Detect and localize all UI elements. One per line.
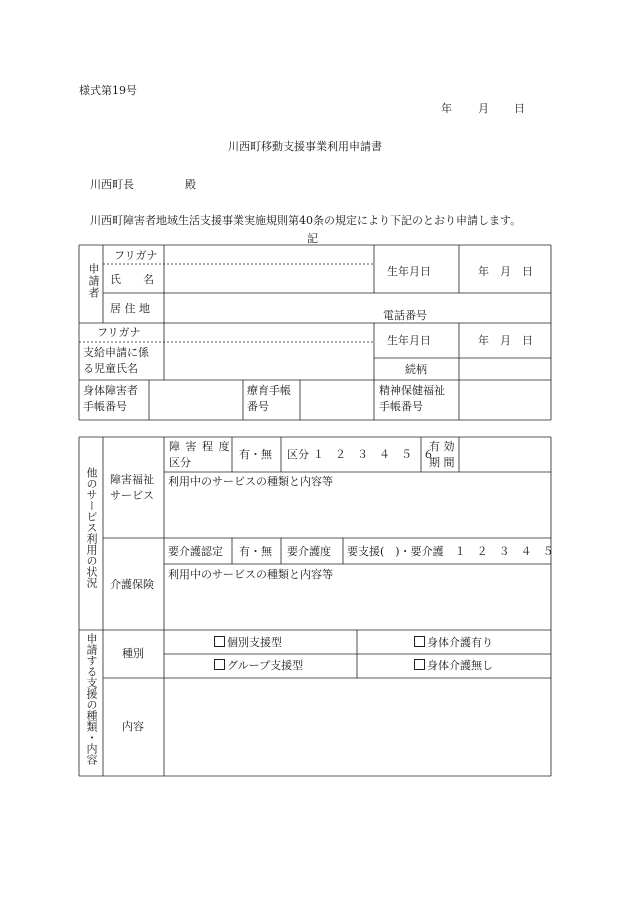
- child-name-field[interactable]: [165, 343, 373, 379]
- applicant-name-label: 氏 名: [110, 273, 154, 286]
- with-care-option[interactable]: [414, 636, 493, 650]
- child-birth-day: 日: [522, 334, 533, 347]
- disability-grade-label-line2: 区分: [169, 456, 191, 469]
- physical-handbook-label-line2: 手帳番号: [83, 400, 127, 413]
- child-birth-month: 月: [500, 334, 511, 347]
- applicant-side-label: 申請者: [87, 263, 100, 299]
- with-care-label: 身体介護有り: [427, 636, 493, 649]
- care-detail-label: 利用中のサービスの種類と内容等: [168, 568, 333, 581]
- applicant-furigana-field[interactable]: [165, 246, 373, 263]
- care-cert-label: 要介護認定: [168, 545, 223, 558]
- child-relation-label: 続柄: [405, 363, 427, 376]
- with-care-checkbox[interactable]: [414, 636, 425, 647]
- addressee: 川西町長: [90, 178, 134, 191]
- care-level-label: 要介護度: [287, 545, 331, 558]
- validity-field[interactable]: [460, 438, 550, 471]
- date-year-label: 年: [441, 102, 452, 115]
- without-care-option[interactable]: [414, 659, 493, 673]
- care-has-none-option[interactable]: 有・無: [239, 545, 272, 558]
- group-label: グループ支援型: [227, 659, 304, 672]
- group-checkbox[interactable]: [214, 659, 225, 670]
- mental-handbook-label-line1: 精神保健福祉: [379, 384, 445, 397]
- request-side-label: 申請する支援の種類・内容: [85, 633, 98, 765]
- child-birthdate-label: 生年月日: [387, 334, 431, 347]
- child-name-label-line2: る児童氏名: [83, 362, 138, 375]
- without-care-label: 身体介護無し: [427, 659, 493, 672]
- request-type-label: 種別: [122, 647, 144, 660]
- date-day-label: 日: [514, 102, 525, 115]
- individual-checkbox[interactable]: [214, 636, 225, 647]
- care-insurance-label: 介護保険: [110, 578, 154, 591]
- applicant-birthdate-label: 生年月日: [387, 265, 431, 278]
- applicant-birth-month: 月: [500, 265, 511, 278]
- date-month-label: 月: [478, 102, 489, 115]
- applicant-birth-year: 年: [478, 265, 489, 278]
- grade-category-numbers[interactable]: １ ２ ３ ４ ５ ６: [313, 448, 434, 461]
- rehab-handbook-label-line2: 番号: [247, 400, 269, 413]
- disability-grade-label-line1: 障 害 程 度: [169, 440, 231, 453]
- applicant-address-label: 居 住 地: [110, 302, 150, 315]
- rehab-handbook-field[interactable]: [301, 381, 373, 419]
- child-relation-field[interactable]: [460, 359, 550, 379]
- ki-label: 記: [307, 232, 318, 245]
- validity-label-line1: 有 効: [429, 440, 455, 453]
- individual-label: 個別支援型: [227, 636, 282, 649]
- child-birth-year: 年: [478, 334, 489, 347]
- physical-handbook-field[interactable]: [150, 381, 242, 419]
- honorific: 殿: [185, 178, 196, 191]
- form-title: 川西町移動支援事業利用申請書: [228, 140, 382, 153]
- grade-category-label: 区分: [287, 448, 309, 461]
- mental-handbook-label-line2: 手帳番号: [379, 400, 423, 413]
- intro-text: 川西町障害者地域生活支援事業実施規則第40条の規定により下記のとおり申請します。: [90, 214, 522, 227]
- request-content-field[interactable]: [165, 679, 550, 775]
- child-furigana-label: フリガナ: [97, 326, 141, 339]
- support-level-options[interactable]: 要支援( )・要介護 １ ２ ３ ４ ５: [347, 545, 554, 558]
- applicant-phone-field[interactable]: [430, 306, 550, 322]
- applicant-phone-label: 電話番号: [383, 309, 427, 322]
- applicant-birth-day: 日: [522, 265, 533, 278]
- services-side-label: 他のサービス利用の状況: [85, 467, 98, 588]
- individual-support-option[interactable]: [214, 636, 282, 650]
- care-detail-field[interactable]: [165, 582, 550, 629]
- physical-handbook-label-line1: 身体障害者: [83, 384, 138, 397]
- without-care-checkbox[interactable]: [414, 659, 425, 670]
- welfare-service-label-line2: サービス: [110, 489, 154, 502]
- applicant-address-field[interactable]: [165, 294, 373, 322]
- rehab-handbook-label-line1: 療育手帳: [247, 384, 291, 397]
- request-content-label: 内容: [122, 720, 144, 733]
- child-name-label-line1: 支給申請に係: [83, 346, 149, 359]
- welfare-service-label-line1: 障害福祉: [110, 473, 154, 486]
- child-furigana-field[interactable]: [165, 324, 373, 341]
- applicant-furigana-label: フリガナ: [114, 249, 158, 262]
- grade-has-none-option[interactable]: 有・無: [239, 448, 272, 461]
- form-number: 様式第19号: [79, 84, 137, 97]
- welfare-detail-field[interactable]: [165, 490, 550, 537]
- applicant-name-field[interactable]: [165, 265, 373, 292]
- mental-handbook-field[interactable]: [460, 381, 550, 419]
- validity-label-line2: 期 間: [429, 456, 455, 469]
- welfare-detail-label: 利用中のサービスの種類と内容等: [168, 475, 333, 488]
- group-support-option[interactable]: [214, 659, 303, 673]
